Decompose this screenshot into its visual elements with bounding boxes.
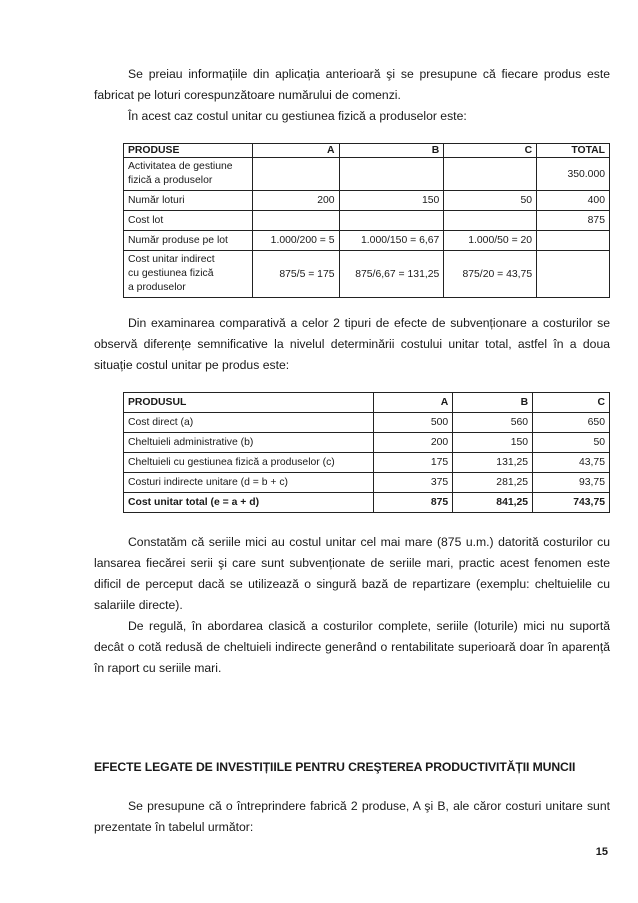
- table-cell: [252, 211, 339, 231]
- table-unit-cost-physical-management: [123, 143, 610, 298]
- table-cell: [444, 158, 537, 191]
- table-cell: 875: [537, 211, 610, 231]
- table-cell: Cheltuieli administrative (b): [124, 433, 374, 453]
- table-cell: 500: [374, 413, 453, 433]
- table-cell: [537, 251, 610, 298]
- table-cell: Număr produse pe lot: [124, 231, 253, 251]
- table-cell: 875: [374, 493, 453, 513]
- table-header-cell: C: [533, 393, 610, 413]
- section-heading: EFECTE LEGATE DE INVESTIȚIILE PENTRU CREŞTEREA PRODUCTIVITĂȚII MUNCII: [94, 760, 576, 774]
- table-cell: 841,25: [453, 493, 533, 513]
- table-row: [124, 413, 610, 433]
- table-cell: 50: [444, 191, 537, 211]
- table-cell: 350.000: [537, 158, 610, 191]
- table-row: [124, 251, 610, 298]
- table-header-row: [124, 393, 610, 413]
- table-cell: Activitatea de gestiune fizică a produselor: [124, 158, 253, 191]
- table-header-cell: A: [374, 393, 453, 413]
- table-cell: 375: [374, 473, 453, 493]
- table-cell: 93,75: [533, 473, 610, 493]
- table-cell: Costuri indirecte unitare (d = b + c): [124, 473, 374, 493]
- paragraph-unit-cost-intro: În acest caz costul unitar cu gestiunea fizică a produselor este:: [128, 109, 467, 123]
- paragraph-comparison: Din examinarea comparativă a celor 2 tipuri de efecte de subvenționare a costurilor se observă diferențe semnificative la nivelul determinării costului unitar total, astfel în a doua situație costul unitar pe produs este:: [94, 316, 610, 372]
- table-cell: 1.000/150 = 6,67: [339, 231, 444, 251]
- table-row: [124, 158, 610, 191]
- table-header-cell: B: [339, 144, 444, 158]
- table-cell: 743,75: [533, 493, 610, 513]
- table-cell: [339, 158, 444, 191]
- table-cell: 150: [339, 191, 444, 211]
- table-row-total: [124, 493, 610, 513]
- paragraph-new-section: Se presupune că o întreprindere fabrică 2 produse, A şi B, ale căror costuri unitare sunt prezentate în tabelul următor:: [94, 799, 610, 834]
- table-header-cell: A: [252, 144, 339, 158]
- table-cell: 875/20 = 43,75: [444, 251, 537, 298]
- table-cell: 150: [453, 433, 533, 453]
- table-row: [124, 473, 610, 493]
- table-cell: 1.000/200 = 5: [252, 231, 339, 251]
- table-cell: 650: [533, 413, 610, 433]
- table-cell: Cost unitar indirect cu gestiunea fizică a produselor: [124, 251, 253, 298]
- table-cell: Număr loturi: [124, 191, 253, 211]
- table-cell: 560: [453, 413, 533, 433]
- table-cell: [252, 158, 339, 191]
- table-row: [124, 191, 610, 211]
- table-cell: 281,25: [453, 473, 533, 493]
- table-cell: 131,25: [453, 453, 533, 473]
- table-header-cell: B: [453, 393, 533, 413]
- paragraph-conclusion: Constatăm că seriile mici au costul unitar cel mai mare (875 u.m.) datorită costurilor cu lansarea fiecărei serii şi care sunt subvenționate de seriile mari, practic acest fenomen este dificil de perceput dacă se utilizează o singură bază de repartizare (exemplu: cheltuielile cu salariile directe).: [94, 535, 610, 612]
- table-cell: Cost direct (a): [124, 413, 374, 433]
- table-row: [124, 231, 610, 251]
- table-cell: 875/5 = 175: [252, 251, 339, 298]
- table-cell: [537, 231, 610, 251]
- table-header-cell: TOTAL: [537, 144, 610, 158]
- table-total-unit-cost: [123, 392, 610, 513]
- table-header-cell: PRODUSE: [124, 144, 253, 158]
- table-cell: 50: [533, 433, 610, 453]
- table-cell: 1.000/50 = 20: [444, 231, 537, 251]
- table-row: [124, 211, 610, 231]
- table-header-cell: C: [444, 144, 537, 158]
- table-header-row: [124, 144, 610, 158]
- table-cell: 400: [537, 191, 610, 211]
- table-cell: 43,75: [533, 453, 610, 473]
- table-row: [124, 453, 610, 473]
- table-cell: Cost lot: [124, 211, 253, 231]
- table-cell: 875/6,67 = 131,25: [339, 251, 444, 298]
- paragraph-intro: Se preiau informațiile din aplicația anterioară şi se presupune că fiecare produs este fabricat pe loturi corespunzătoare numărului de comenzi.: [94, 67, 610, 102]
- page-number: 15: [595, 846, 608, 858]
- table-cell: 200: [252, 191, 339, 211]
- table-row: [124, 433, 610, 453]
- table-cell: 200: [374, 433, 453, 453]
- table-cell: [339, 211, 444, 231]
- table-header-cell: PRODUSUL: [124, 393, 374, 413]
- paragraph-classic-approach: De regulă, în abordarea clasică a costurilor complete, seriile (loturile) mici nu suportă decât o cotă redusă de cheltuieli indirecte generând o rentabilitate superioară doar în aparență în raport cu seriile mari.: [94, 619, 610, 675]
- table-cell: Cost unitar total (e = a + d): [124, 493, 374, 513]
- table-cell: Cheltuieli cu gestiunea fizică a produselor (c): [124, 453, 374, 473]
- table-cell: 175: [374, 453, 453, 473]
- table-cell: [444, 211, 537, 231]
